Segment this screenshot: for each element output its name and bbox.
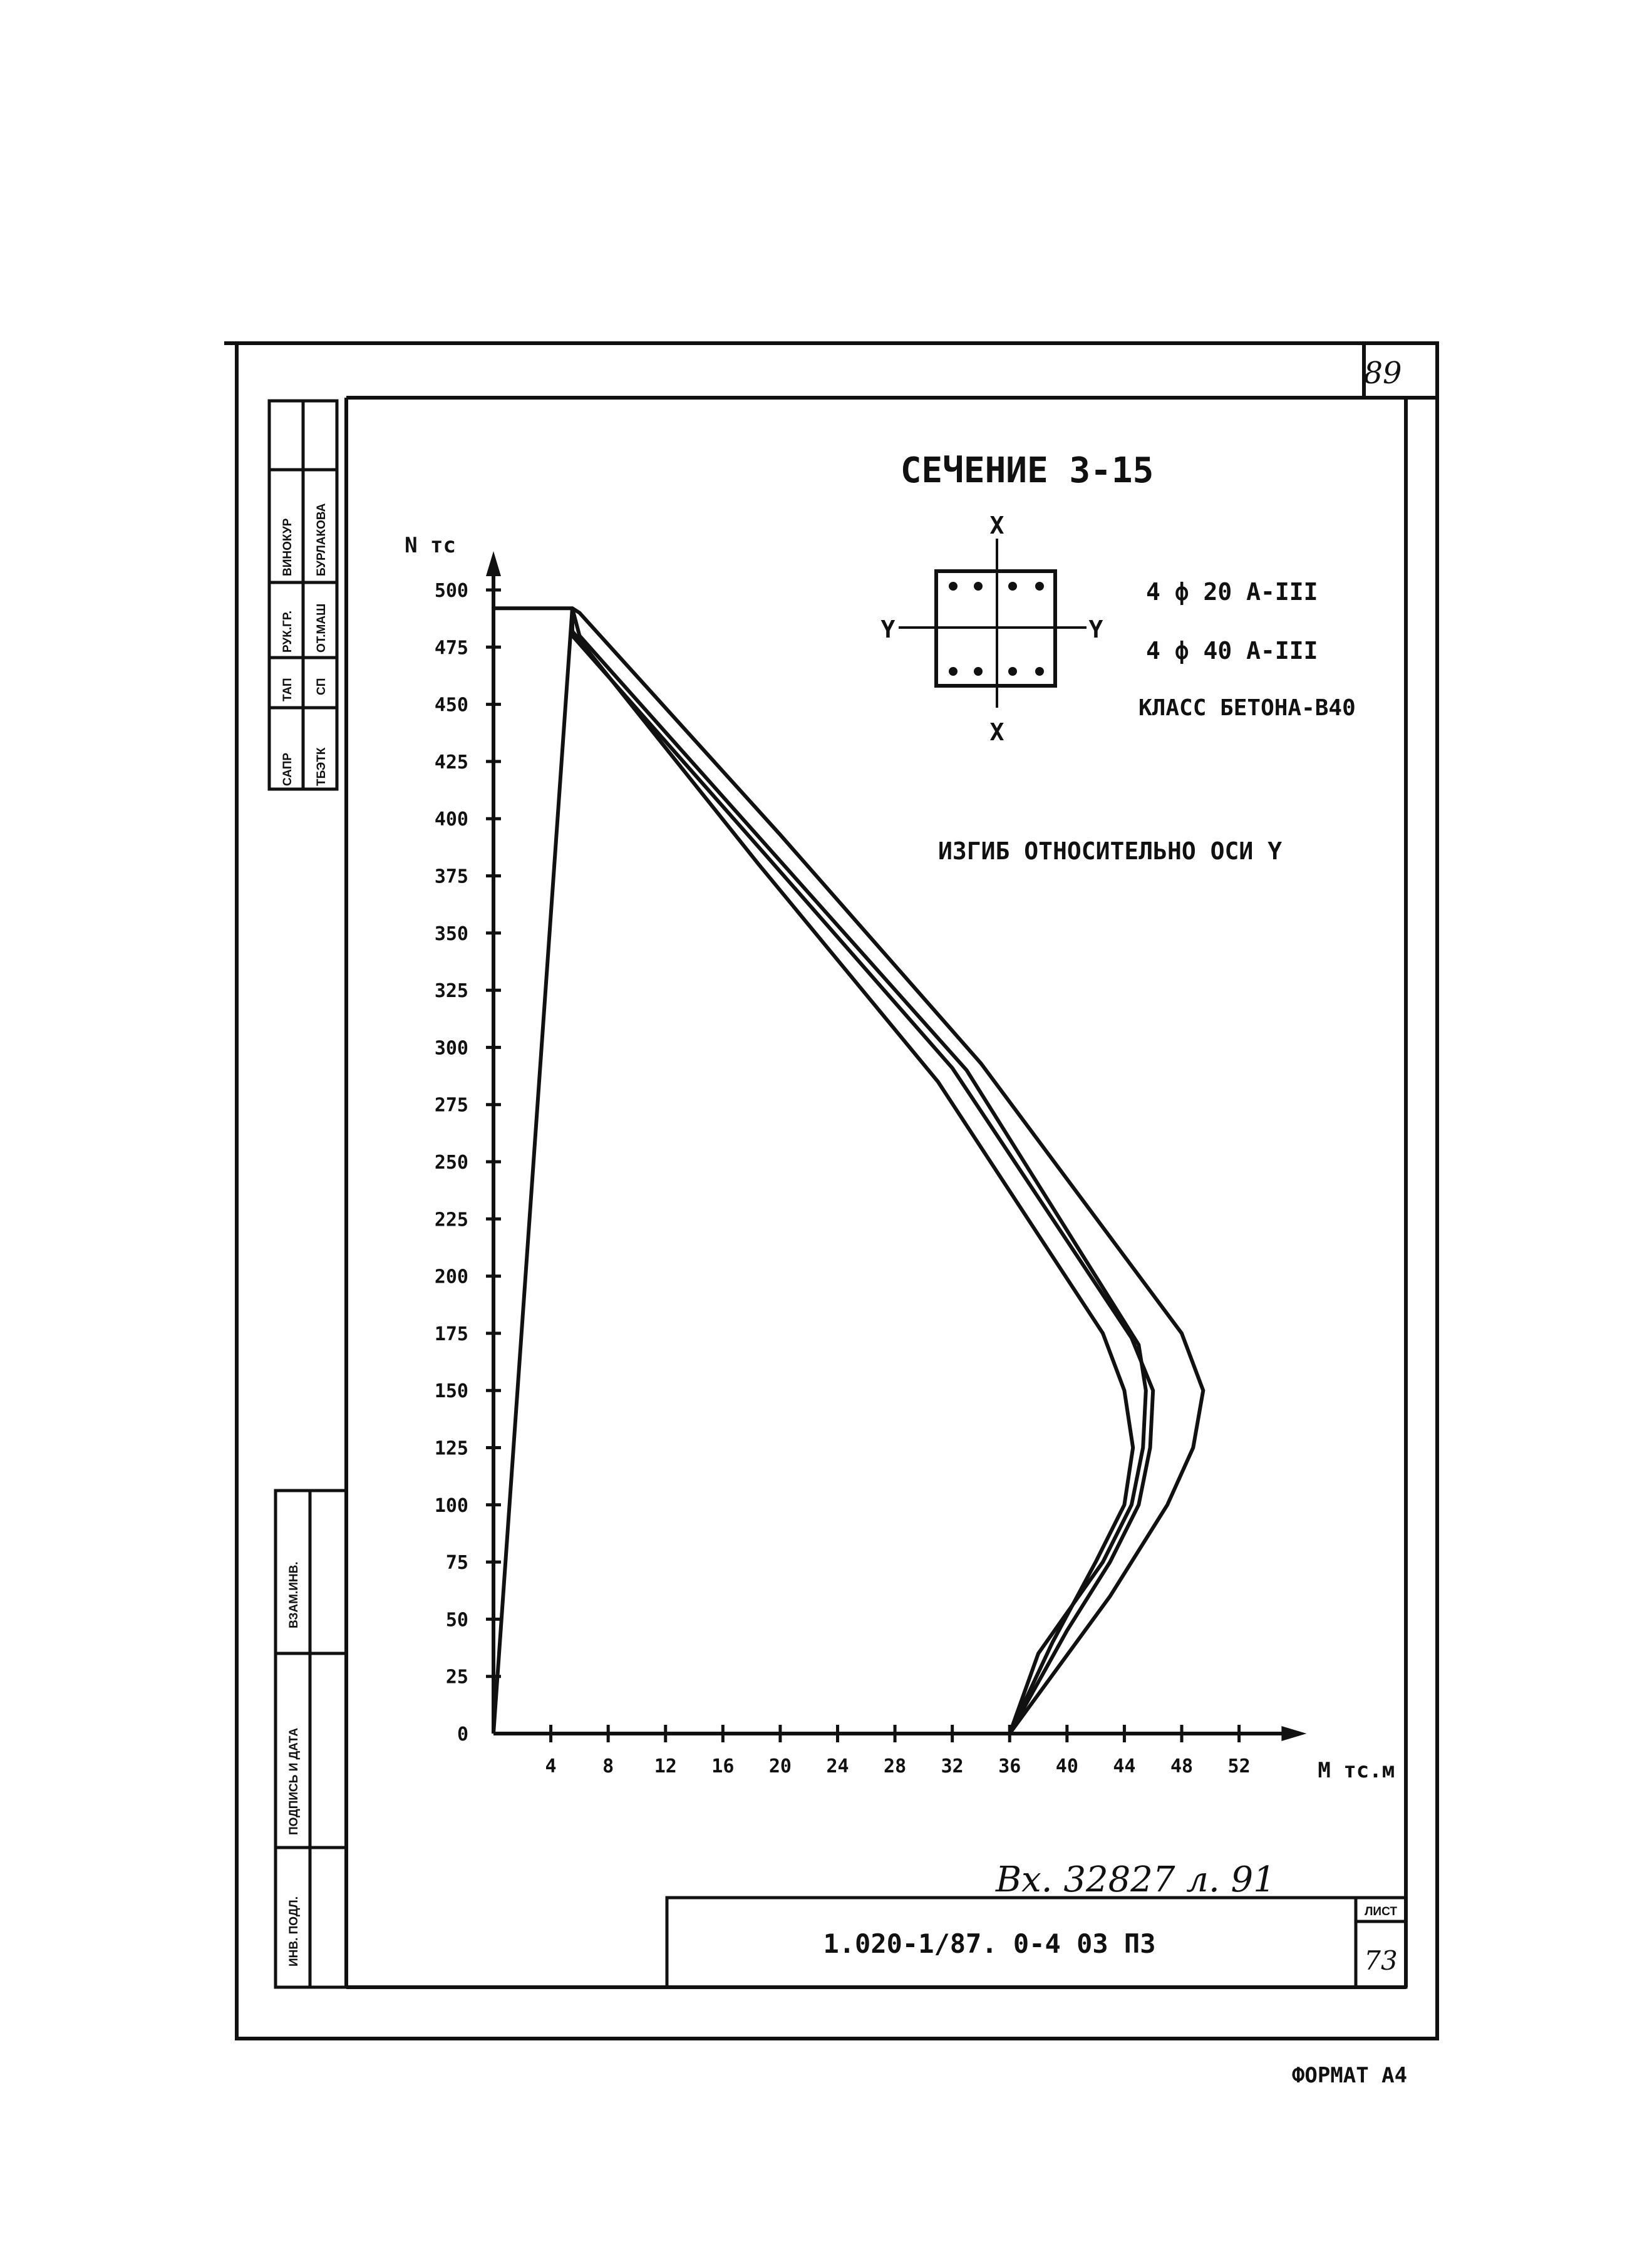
x-tick-label: 28 <box>884 1755 907 1777</box>
stamp-podpis-data: ПОДПИСЬ И ДАТА <box>287 1727 301 1835</box>
stamp-inv-podl: ИНВ. ПОДЛ. <box>287 1896 301 1967</box>
y-tick-label: 375 <box>434 866 468 888</box>
stamp-vzam-inv: ВЗАМ.ИНВ. <box>287 1561 301 1628</box>
x-tick-label: 40 <box>1055 1755 1078 1777</box>
rebar-dot <box>949 667 958 676</box>
stamp-otmash: ОТ.МАШ <box>315 603 328 653</box>
stamp-top-block <box>269 401 337 789</box>
series-layer <box>493 608 1203 1734</box>
sheet-number: 73 <box>1364 1945 1398 1976</box>
axis-x-top-label: X <box>989 512 1004 539</box>
stamp-sapr: САПР <box>281 752 294 786</box>
y-tick-label: 0 <box>457 1724 468 1745</box>
section-title: СЕЧЕНИЕ 3-15 <box>900 450 1154 491</box>
y-tick-label: 75 <box>445 1552 468 1574</box>
x-tick-label: 48 <box>1170 1755 1194 1777</box>
x-tick-label: 4 <box>545 1755 557 1777</box>
series-line-2 <box>493 608 1153 1734</box>
y-tick-label: 250 <box>434 1152 468 1174</box>
stamp-bottom-block <box>276 1491 346 1987</box>
y-tick-label: 450 <box>434 694 468 716</box>
y-tick-label: 400 <box>434 809 468 831</box>
x-tick-label: 20 <box>768 1755 792 1777</box>
x-axis-arrow <box>1281 1726 1306 1741</box>
stamp-vinokur: ВИНОКУР <box>281 518 294 576</box>
rebar-bottom-label: 4 ф 40 А-III <box>1146 637 1318 664</box>
document-code: 1.020-1/87. 0-4 03 ПЗ <box>823 1928 1156 1959</box>
concrete-class-label: КЛАСС БЕТОНА-В40 <box>1138 695 1356 721</box>
rebar-dot <box>1035 667 1044 676</box>
stamp-sp: СП <box>315 678 328 695</box>
y-tick-label: 500 <box>434 580 468 602</box>
y-tick-label: 25 <box>445 1666 468 1688</box>
y-tick-label: 300 <box>434 1037 468 1060</box>
y-tick-label: 475 <box>434 637 468 659</box>
rebar-dot <box>1008 582 1017 591</box>
x-tick-label: 12 <box>654 1755 677 1777</box>
axis-y-right-label: Y <box>1088 616 1103 643</box>
y-tick-label: 275 <box>434 1094 468 1117</box>
y-tick-label: 50 <box>445 1609 468 1631</box>
y-axis-label: N тс <box>405 533 456 558</box>
page-number: 89 <box>1363 356 1402 391</box>
y-tick-label: 175 <box>434 1323 468 1345</box>
section-sketch <box>881 450 1356 746</box>
rebar-dot <box>1008 667 1017 676</box>
stamp-tbetk: ТБЭТК <box>315 747 328 786</box>
axis-x-bottom-label: X <box>989 718 1004 746</box>
handwritten-note: Вх. 32827 л. 91 <box>996 1859 1276 1900</box>
x-tick-label: 52 <box>1227 1755 1251 1777</box>
x-axis-label: М тс.м <box>1318 1758 1395 1783</box>
x-tick-label: 44 <box>1113 1755 1136 1777</box>
x-tick-label: 32 <box>941 1755 964 1777</box>
rebar-dot <box>974 582 983 591</box>
format-label: ФОРМАТ А4 <box>1291 2063 1408 2088</box>
y-tick-label: 200 <box>434 1266 468 1288</box>
axis-y-left-label: Y <box>880 616 896 643</box>
rebar-dot <box>974 667 983 676</box>
x-tick-label: 24 <box>826 1755 849 1777</box>
stamp-bottom-texts <box>287 1561 301 1967</box>
x-tick-label: 8 <box>602 1755 614 1777</box>
rebar-top-label: 4 ф 20 А-III <box>1146 578 1318 606</box>
x-tick-label: 16 <box>711 1755 735 1777</box>
y-axis-arrow <box>486 551 501 576</box>
stamp-tap: ТАП <box>281 678 294 701</box>
y-tick-label: 125 <box>434 1437 468 1460</box>
y-tick-label: 100 <box>434 1494 468 1517</box>
series-line-4 <box>572 608 1133 1734</box>
bending-note: ИЗГИБ ОТНОСИТЕЛЬНО ОСИ Y <box>938 837 1283 865</box>
y-tick-label: 325 <box>434 980 468 1003</box>
rebar-dot <box>949 582 958 591</box>
stamp-burlakova: БУРЛАКОВА <box>315 503 328 576</box>
y-tick-label: 350 <box>434 923 468 945</box>
y-tick-label: 425 <box>434 751 468 773</box>
series-line-1 <box>493 608 1203 1734</box>
sheet-label: ЛИСТ <box>1365 1905 1397 1918</box>
stamp-rukgr: РУК.ГР. <box>281 611 294 653</box>
y-tick-label: 225 <box>434 1209 468 1231</box>
rebar-dot <box>1035 582 1044 591</box>
y-tick-label: 150 <box>434 1380 468 1403</box>
x-tick-label: 36 <box>998 1755 1021 1777</box>
